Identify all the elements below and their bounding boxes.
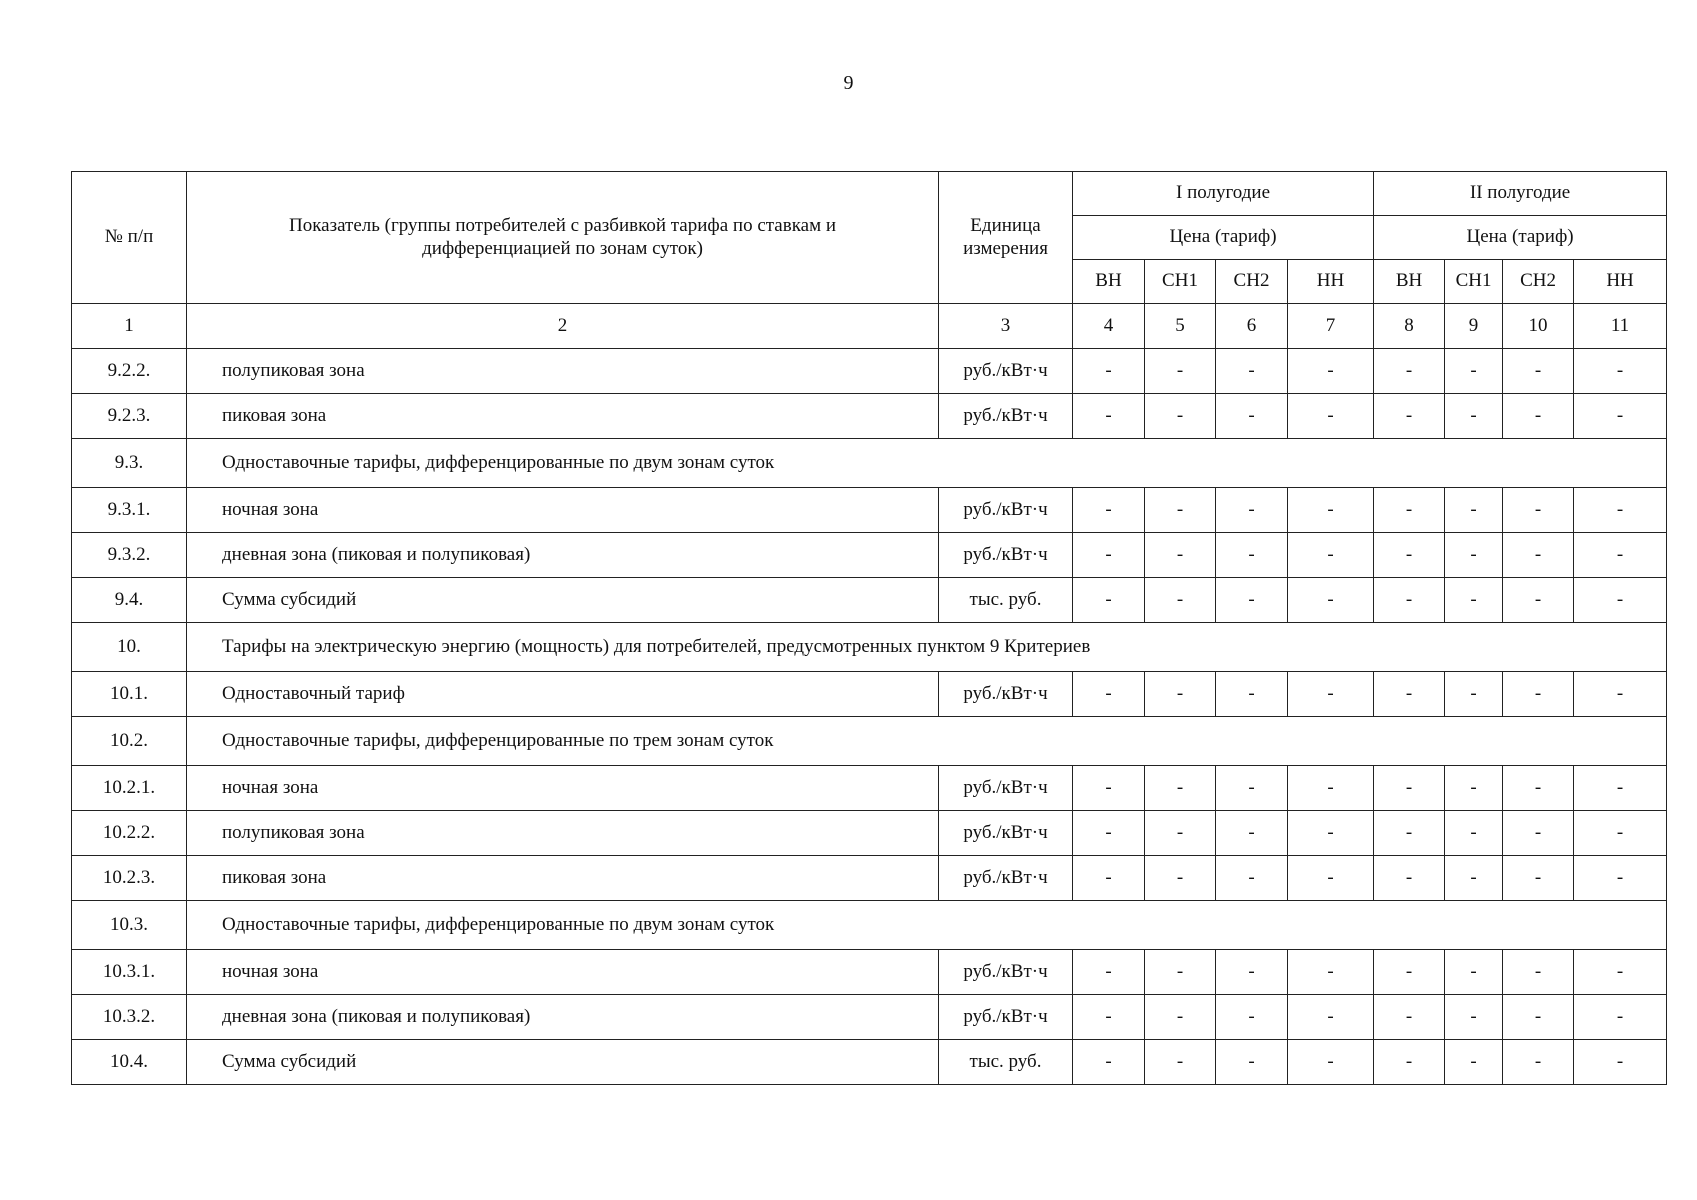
table-row bbox=[72, 950, 1667, 995]
level-cell: СН1 bbox=[1145, 260, 1216, 304]
value-cell: - bbox=[1288, 950, 1374, 995]
table-row bbox=[72, 394, 1667, 439]
value-cell: - bbox=[1574, 950, 1667, 995]
row-unit: руб./кВт·ч bbox=[939, 394, 1073, 439]
value-cell: - bbox=[1216, 766, 1288, 811]
value-cell: - bbox=[1073, 856, 1145, 901]
row-number: 10.2.1. bbox=[72, 766, 187, 811]
row-indicator: пиковая зона bbox=[187, 394, 939, 439]
row-number: 10.3.2. bbox=[72, 995, 187, 1040]
level-cell: ВН bbox=[1073, 260, 1145, 304]
value-cell: - bbox=[1216, 488, 1288, 533]
header-unit: Единица измерения bbox=[939, 172, 1073, 304]
row-unit: руб./кВт·ч bbox=[939, 488, 1073, 533]
value-cell: - bbox=[1073, 533, 1145, 578]
row-indicator: дневная зона (пиковая и полупиковая) bbox=[187, 995, 939, 1040]
value-cell: - bbox=[1216, 349, 1288, 394]
value-cell: - bbox=[1288, 394, 1374, 439]
row-number: 10.1. bbox=[72, 672, 187, 717]
header-row-1 bbox=[72, 172, 1667, 216]
column-number: 8 bbox=[1374, 304, 1445, 349]
column-number: 11 bbox=[1574, 304, 1667, 349]
value-cell: - bbox=[1216, 394, 1288, 439]
table-row bbox=[72, 349, 1667, 394]
value-cell: - bbox=[1374, 672, 1445, 717]
value-cell: - bbox=[1073, 950, 1145, 995]
value-cell: - bbox=[1145, 811, 1216, 856]
column-number-row bbox=[72, 304, 1667, 349]
value-cell: - bbox=[1574, 1040, 1667, 1085]
table-row bbox=[72, 1040, 1667, 1085]
table-row bbox=[72, 578, 1667, 623]
value-cell: - bbox=[1288, 578, 1374, 623]
value-cell: - bbox=[1145, 394, 1216, 439]
value-cell: - bbox=[1574, 672, 1667, 717]
section-row bbox=[72, 623, 1667, 672]
column-number: 9 bbox=[1445, 304, 1503, 349]
table-row bbox=[72, 995, 1667, 1040]
header-half-2: II полугодие bbox=[1374, 172, 1667, 216]
value-cell: - bbox=[1503, 349, 1574, 394]
tariff-table bbox=[71, 171, 1667, 1085]
value-cell: - bbox=[1374, 856, 1445, 901]
row-indicator: ночная зона bbox=[187, 766, 939, 811]
row-number: 10.3.1. bbox=[72, 950, 187, 995]
value-cell: - bbox=[1145, 856, 1216, 901]
level-cell: СН1 bbox=[1445, 260, 1503, 304]
value-cell: - bbox=[1073, 394, 1145, 439]
value-cell: - bbox=[1288, 349, 1374, 394]
value-cell: - bbox=[1073, 349, 1145, 394]
value-cell: - bbox=[1445, 533, 1503, 578]
value-cell: - bbox=[1145, 1040, 1216, 1085]
value-cell: - bbox=[1145, 995, 1216, 1040]
section-title: Одноставочные тарифы, дифференцированные по двум зонам суток bbox=[187, 439, 1667, 488]
level-cell: СН2 bbox=[1503, 260, 1574, 304]
section-row bbox=[72, 901, 1667, 950]
value-cell: - bbox=[1445, 995, 1503, 1040]
value-cell: - bbox=[1288, 811, 1374, 856]
column-number: 2 bbox=[187, 304, 939, 349]
value-cell: - bbox=[1445, 672, 1503, 717]
row-number: 10.2. bbox=[72, 717, 187, 766]
row-number: 10.2.2. bbox=[72, 811, 187, 856]
column-number: 5 bbox=[1145, 304, 1216, 349]
table-row bbox=[72, 533, 1667, 578]
row-number: 10. bbox=[72, 623, 187, 672]
value-cell: - bbox=[1574, 394, 1667, 439]
value-cell: - bbox=[1216, 1040, 1288, 1085]
column-number: 10 bbox=[1503, 304, 1574, 349]
header-half-1: I полугодие bbox=[1073, 172, 1374, 216]
row-number: 9.4. bbox=[72, 578, 187, 623]
value-cell: - bbox=[1445, 394, 1503, 439]
value-cell: - bbox=[1288, 995, 1374, 1040]
value-cell: - bbox=[1503, 672, 1574, 717]
row-indicator: дневная зона (пиковая и полупиковая) bbox=[187, 533, 939, 578]
row-number: 9.3.1. bbox=[72, 488, 187, 533]
table-row bbox=[72, 856, 1667, 901]
header-price-2: Цена (тариф) bbox=[1374, 216, 1667, 260]
value-cell: - bbox=[1445, 1040, 1503, 1085]
row-unit: тыс. руб. bbox=[939, 578, 1073, 623]
value-cell: - bbox=[1216, 672, 1288, 717]
value-cell: - bbox=[1145, 672, 1216, 717]
value-cell: - bbox=[1145, 488, 1216, 533]
value-cell: - bbox=[1073, 578, 1145, 623]
value-cell: - bbox=[1073, 995, 1145, 1040]
value-cell: - bbox=[1374, 533, 1445, 578]
row-unit: руб./кВт·ч bbox=[939, 349, 1073, 394]
section-title: Тарифы на электрическую энергию (мощность) для потребителей, предусмотренных пунктом 9 Критериев bbox=[187, 623, 1667, 672]
value-cell: - bbox=[1574, 533, 1667, 578]
column-number: 6 bbox=[1216, 304, 1288, 349]
value-cell: - bbox=[1073, 766, 1145, 811]
row-number: 10.2.3. bbox=[72, 856, 187, 901]
row-unit: руб./кВт·ч bbox=[939, 766, 1073, 811]
value-cell: - bbox=[1445, 811, 1503, 856]
value-cell: - bbox=[1574, 995, 1667, 1040]
value-cell: - bbox=[1288, 672, 1374, 717]
value-cell: - bbox=[1216, 856, 1288, 901]
value-cell: - bbox=[1288, 1040, 1374, 1085]
row-indicator: полупиковая зона bbox=[187, 349, 939, 394]
row-unit: тыс. руб. bbox=[939, 1040, 1073, 1085]
value-cell: - bbox=[1145, 766, 1216, 811]
value-cell: - bbox=[1374, 394, 1445, 439]
value-cell: - bbox=[1374, 578, 1445, 623]
value-cell: - bbox=[1445, 349, 1503, 394]
row-unit: руб./кВт·ч bbox=[939, 856, 1073, 901]
value-cell: - bbox=[1145, 533, 1216, 578]
row-indicator: Сумма субсидий bbox=[187, 578, 939, 623]
value-cell: - bbox=[1503, 533, 1574, 578]
value-cell: - bbox=[1445, 950, 1503, 995]
value-cell: - bbox=[1445, 856, 1503, 901]
section-title: Одноставочные тарифы, дифференцированные по трем зонам суток bbox=[187, 717, 1667, 766]
section-row bbox=[72, 717, 1667, 766]
value-cell: - bbox=[1503, 811, 1574, 856]
value-cell: - bbox=[1445, 766, 1503, 811]
level-cell: НН bbox=[1574, 260, 1667, 304]
header-num: № п/п bbox=[72, 172, 187, 304]
level-cell: ВН bbox=[1374, 260, 1445, 304]
table-row bbox=[72, 766, 1667, 811]
section-row bbox=[72, 439, 1667, 488]
value-cell: - bbox=[1503, 950, 1574, 995]
row-indicator: ночная зона bbox=[187, 950, 939, 995]
value-cell: - bbox=[1445, 578, 1503, 623]
value-cell: - bbox=[1574, 811, 1667, 856]
value-cell: - bbox=[1374, 766, 1445, 811]
row-unit: руб./кВт·ч bbox=[939, 672, 1073, 717]
row-number: 10.4. bbox=[72, 1040, 187, 1085]
column-number: 4 bbox=[1073, 304, 1145, 349]
table-body bbox=[72, 349, 1667, 1085]
value-cell: - bbox=[1145, 950, 1216, 995]
column-number: 3 bbox=[939, 304, 1073, 349]
header-indicator: Показатель (группы потребителей с разбивкой тарифа по ставкам и дифференциацией по зонам суток) bbox=[187, 172, 939, 304]
value-cell: - bbox=[1374, 995, 1445, 1040]
level-cell: СН2 bbox=[1216, 260, 1288, 304]
value-cell: - bbox=[1216, 533, 1288, 578]
table-row bbox=[72, 488, 1667, 533]
value-cell: - bbox=[1503, 578, 1574, 623]
table-row bbox=[72, 811, 1667, 856]
table-row bbox=[72, 672, 1667, 717]
header-price-1: Цена (тариф) bbox=[1073, 216, 1374, 260]
value-cell: - bbox=[1073, 1040, 1145, 1085]
value-cell: - bbox=[1445, 488, 1503, 533]
value-cell: - bbox=[1216, 811, 1288, 856]
value-cell: - bbox=[1374, 950, 1445, 995]
row-number: 9.2.2. bbox=[72, 349, 187, 394]
value-cell: - bbox=[1574, 488, 1667, 533]
column-number: 1 bbox=[72, 304, 187, 349]
value-cell: - bbox=[1574, 856, 1667, 901]
value-cell: - bbox=[1145, 349, 1216, 394]
value-cell: - bbox=[1216, 578, 1288, 623]
value-cell: - bbox=[1503, 766, 1574, 811]
value-cell: - bbox=[1216, 995, 1288, 1040]
value-cell: - bbox=[1374, 488, 1445, 533]
value-cell: - bbox=[1216, 950, 1288, 995]
value-cell: - bbox=[1503, 488, 1574, 533]
value-cell: - bbox=[1374, 811, 1445, 856]
section-title: Одноставочные тарифы, дифференцированные по двум зонам суток bbox=[187, 901, 1667, 950]
row-number: 10.3. bbox=[72, 901, 187, 950]
value-cell: - bbox=[1374, 1040, 1445, 1085]
value-cell: - bbox=[1145, 578, 1216, 623]
value-cell: - bbox=[1288, 488, 1374, 533]
value-cell: - bbox=[1574, 766, 1667, 811]
value-cell: - bbox=[1574, 578, 1667, 623]
value-cell: - bbox=[1288, 533, 1374, 578]
value-cell: - bbox=[1073, 672, 1145, 717]
row-indicator: ночная зона bbox=[187, 488, 939, 533]
value-cell: - bbox=[1073, 488, 1145, 533]
value-cell: - bbox=[1503, 856, 1574, 901]
value-cell: - bbox=[1288, 766, 1374, 811]
row-unit: руб./кВт·ч bbox=[939, 811, 1073, 856]
page-number: 9 bbox=[843, 72, 854, 94]
value-cell: - bbox=[1503, 394, 1574, 439]
row-unit: руб./кВт·ч bbox=[939, 995, 1073, 1040]
value-cell: - bbox=[1503, 995, 1574, 1040]
column-number: 7 bbox=[1288, 304, 1374, 349]
row-indicator: пиковая зона bbox=[187, 856, 939, 901]
row-unit: руб./кВт·ч bbox=[939, 533, 1073, 578]
row-indicator: Одноставочный тариф bbox=[187, 672, 939, 717]
value-cell: - bbox=[1503, 1040, 1574, 1085]
value-cell: - bbox=[1574, 349, 1667, 394]
row-number: 9.2.3. bbox=[72, 394, 187, 439]
row-number: 9.3. bbox=[72, 439, 187, 488]
row-indicator: полупиковая зона bbox=[187, 811, 939, 856]
level-cell: НН bbox=[1288, 260, 1374, 304]
row-number: 9.3.2. bbox=[72, 533, 187, 578]
value-cell: - bbox=[1374, 349, 1445, 394]
row-indicator: Сумма субсидий bbox=[187, 1040, 939, 1085]
value-cell: - bbox=[1288, 856, 1374, 901]
row-unit: руб./кВт·ч bbox=[939, 950, 1073, 995]
value-cell: - bbox=[1073, 811, 1145, 856]
